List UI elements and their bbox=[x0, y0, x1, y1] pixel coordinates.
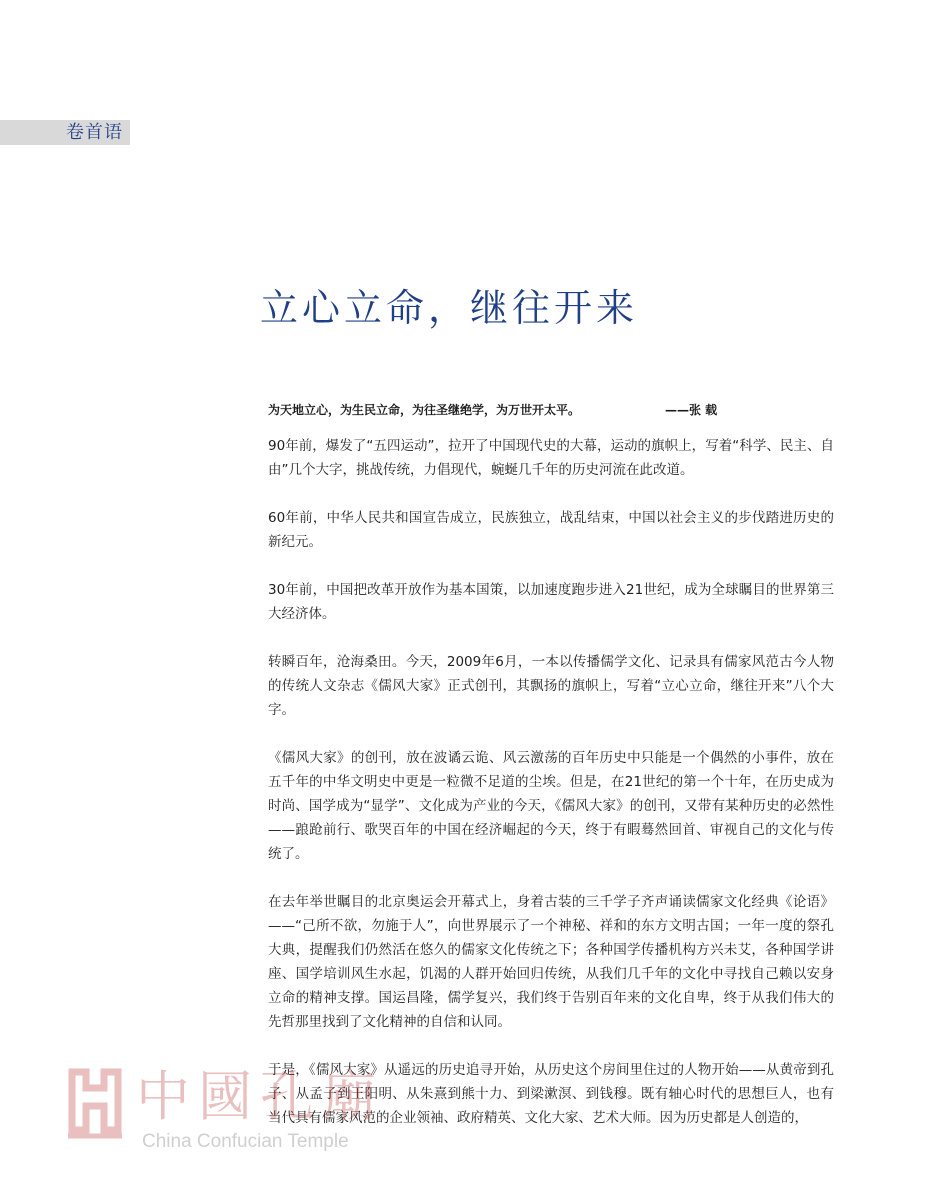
epigraph-author: ——张 载 bbox=[665, 403, 718, 417]
paragraph: 90年前，爆发了“五四运动”，拉开了中国现代史的大幕，运动的旗帜上，写着“科学、民主、自由”几个大字，挑战传统，力倡现代，蜿蜒几千年的历史河流在此改道。 bbox=[268, 438, 834, 478]
section-label: 卷首语 bbox=[66, 122, 123, 143]
paragraph: 《儒风大家》的创刊，放在波谲云诡、风云激荡的百年历史中只能是一个偶然的小事件，放在五千年的中华文明史中更是一粒微不足道的尘埃。但是，在21世纪的第一个十年，在历史成为时尚、国学成为“显学”、文化成为产业的今天，《儒风大家》的创刊，又带有某种历史的必然性——踉跄前行、歌哭百年的中国在经济崛起的今天，终于有暇蓦然回首、审视自己的文化与传统了。 bbox=[268, 750, 834, 862]
watermark-chinese-text: 中國孔廟 bbox=[136, 1065, 384, 1128]
epigraph bbox=[268, 400, 848, 420]
article-title: 立心立命，继往开来 bbox=[260, 286, 639, 330]
epigraph-quote: 为天地立心，为生民立命，为往圣继绝学，为万世开太平。 bbox=[268, 403, 581, 417]
paragraph: 30年前，中国把改革开放作为基本国策，以加速度跑步进入21世纪，成为全球瞩目的世界第三大经济体。 bbox=[268, 582, 834, 622]
paragraph: 在去年举世瞩目的北京奥运会开幕式上，身着古装的三千学子齐声诵读儒家文化经典《论语》——“己所不欲，勿施于人”，向世界展示了一个神秘、祥和的东方文明古国；一年一度的祭孔大典，提醒我们仍然活在悠久的儒家文化传统之下；各种国学传播机构方兴未艾，各种国学讲座、国学培训风生水起，饥渴的人群开始回归传统，从我们几千年的文化中寻找自己赖以安身立命的精神支撑。国运昌隆，儒学复兴，我们终于告别百年来的文化自卑，终于从我们伟大的先哲那里找到了文化精神的自信和认同。 bbox=[268, 894, 834, 1030]
paragraph: 60年前，中华人民共和国宣告成立，民族独立，战乱结束，中国以社会主义的步伐踏进历史的新纪元。 bbox=[268, 510, 834, 550]
article-body bbox=[268, 434, 834, 1154]
paragraph: 于是，《儒风大家》从遥远的历史追寻开始，从历史这个房间里住过的人物开始——从黄帝到孔子、从孟子到王阳明、从朱熹到熊十力、到梁漱溟、到钱穆。既有轴心时代的思想巨人，也有当代具有儒家风范的企业领袖、政府精英、文化大家、艺术大师。因为历史都是人创造的， bbox=[268, 1062, 834, 1126]
temple-logo-icon bbox=[64, 1062, 126, 1140]
watermark-english-text: China Confucian Temple bbox=[142, 1131, 349, 1152]
paragraph: 转瞬百年，沧海桑田。今天，2009年6月，一本以传播儒学文化、记录具有儒家风范古今人物的传统人文杂志《儒风大家》正式创刊，其飘扬的旗帜上，写着“立心立命，继往开来”八个大字。 bbox=[268, 654, 834, 718]
